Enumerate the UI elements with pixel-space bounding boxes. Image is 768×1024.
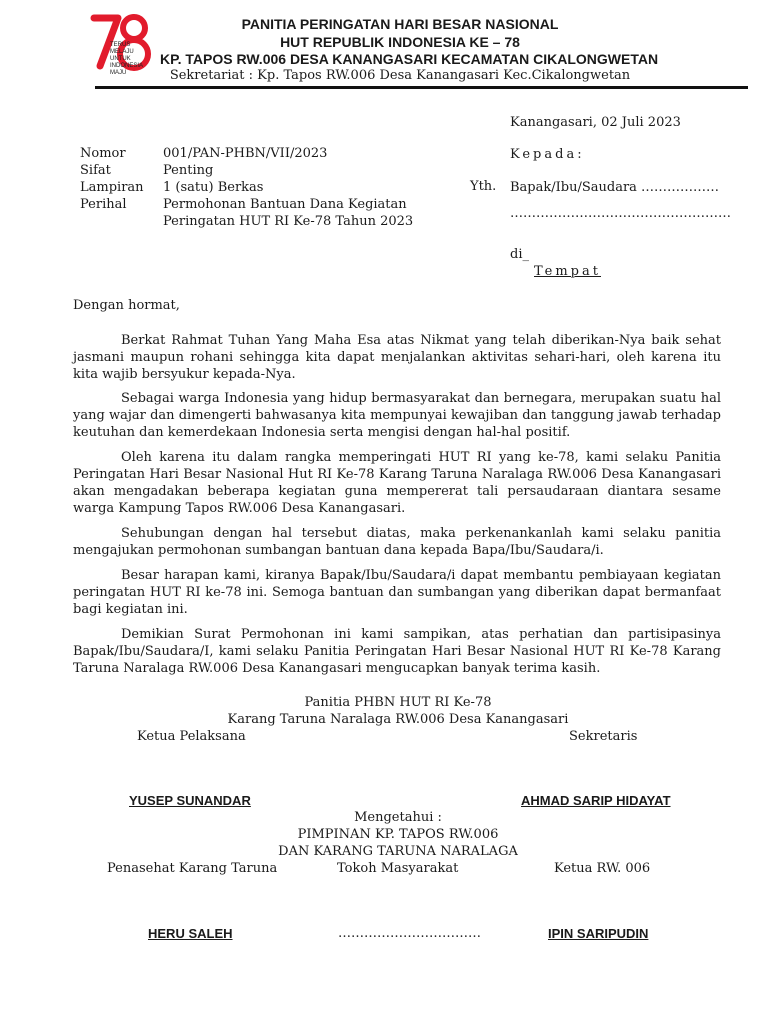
- ketua-rw-name: IPIN SARIPUDIN: [548, 926, 649, 941]
- sekretaris-title: Sekretaris: [569, 729, 638, 744]
- meta-label-sifat: Sifat: [80, 163, 111, 178]
- committee-line-2: Karang Taruna Naralaga RW.006 Desa Kanangasari: [227, 712, 569, 727]
- body-paragraph-6: Demikian Surat Permohonan ini kami sampikan, atas perhatian dan partisipasinya Bapak/Ibu/Saudara/I, kami selaku Panitia Peringatan Hari Besar Nasional HUT RI Ke-78 Karang Taruna Naralaga RW.006 Desa Kanangasari mengucapkan banyak terima kasih.: [73, 627, 721, 676]
- penasehat-name: HERU SALEH: [148, 926, 233, 941]
- meta-label-nomor: Nomor: [80, 146, 126, 161]
- meta-value-lampiran: 1 (satu) Berkas: [163, 180, 264, 195]
- tokoh-name: ……………………………: [338, 926, 481, 941]
- body-paragraph-5: Besar harapan kami, kiranya Bapak/Ibu/Saudara/i dapat membantu pembiayaan kegiatan peringatan HUT RI ke-78 ini. Semoga bantuan dan sumbangan yang diberikan dapat bermanfaat bagi kegiatan ini.: [73, 568, 721, 617]
- logo-tagline-line: MAJU: [110, 70, 127, 76]
- body-paragraph-1: Berkat Rahmat Tuhan Yang Maha Esa atas Nikmat yang telah diberikan-Nya baik sehat jasmani maupun rohani sehingga kita dapat menjalankan aktivitas sehari-hari, oleh karena itu kita wajib bersyukur kepada-Nya.: [73, 333, 721, 382]
- recipient-tempat: Tempat: [534, 264, 601, 279]
- meta-value-sifat: Penting: [163, 163, 214, 178]
- recipient-yth: Yth.: [470, 179, 497, 194]
- ketua-title: Ketua Pelaksana: [137, 729, 246, 744]
- penasehat-title: Penasehat Karang Taruna: [107, 861, 278, 876]
- body-paragraph-2: Sebagai warga Indonesia yang hidup bermasyarakat dan bernegara, merupakan suatu hal yang wajar dan dimengerti bahwasanya kita mempunyai kewajiban dan tanggung jawab terhadap keutuhan dan kemerdekaan Indonesia serta mengisi dengan hal-hal positif.: [73, 391, 721, 440]
- meta-value-nomor: 001/PAN-PHBN/VII/2023: [163, 146, 328, 161]
- greeting: Dengan hormat,: [73, 298, 180, 313]
- recipient-name: Bapak/Ibu/Saudara ………………: [510, 180, 720, 195]
- sekretaris-name: AHMAD SARIP HIDAYAT: [521, 793, 671, 808]
- recipient-di: di_: [510, 247, 529, 262]
- header-line-2: HUT REPUBLIK INDONESIA KE – 78: [280, 34, 520, 50]
- logo-tagline-line: INDONESIA: [110, 63, 144, 69]
- meta-label-perihal: Perihal: [80, 197, 127, 212]
- meta-value-perihal-2: Peringatan HUT RI Ke-78 Tahun 2023: [163, 214, 414, 229]
- body-paragraph-3: Oleh karena itu dalam rangka memperingati HUT RI yang ke-78, kami selaku Panitia Peringatan Hari Besar Nasional Hut RI Ke-78 Karang Taruna Naralaga RW.006 Desa Kanangasari akan mengadakan beberapa kegiatan guna mempererat tali persaudaraan diantara sesame warga Kampung Tapos RW.006 Desa Kanangasari.: [73, 450, 721, 516]
- header-divider: [95, 86, 748, 89]
- body-paragraph-4: Sehubungan dengan hal tersebut diatas, maka perkenankanlah kami selaku panitia mengajukan permohonan sumbangan bantuan dana kepada Bapa/Ibu/Saudara/i.: [73, 526, 721, 558]
- pimpinan-line-2: DAN KARANG TARUNA NARALAGA: [278, 844, 518, 859]
- header-line-1: PANITIA PERINGATAN HARI BESAR NASIONAL: [241, 16, 559, 32]
- tokoh-title: Tokoh Masyarakat: [337, 861, 459, 876]
- place-date: Kanangasari, 02 Juli 2023: [510, 115, 681, 130]
- logo-tagline-line: MELAJU: [110, 49, 134, 55]
- logo-tagline-line: UNTUK: [110, 56, 131, 62]
- recipient-kepada: Kepada:: [510, 147, 585, 162]
- header-line-3: KP. TAPOS RW.006 DESA KANANGASARI KECAMATAN CIKALONGWETAN: [160, 51, 659, 67]
- ketua-name: YUSEP SUNANDAR: [129, 793, 251, 808]
- mengetahui: Mengetahui :: [354, 810, 442, 825]
- committee-line-1: Panitia PHBN HUT RI Ke-78: [304, 695, 492, 710]
- ketua-rw-title: Ketua RW. 006: [554, 861, 651, 876]
- logo-tagline: [110, 42, 154, 77]
- header-secretariat: Sekretariat : Kp. Tapos RW.006 Desa Kanangasari Kec.Cikalongwetan: [169, 68, 631, 83]
- logo-tagline-line: TERUS: [110, 42, 131, 48]
- pimpinan-line-1: PIMPINAN KP. TAPOS RW.006: [297, 827, 499, 842]
- meta-value-perihal: Permohonan Bantuan Dana Kegiatan: [163, 197, 407, 212]
- meta-label-lampiran: Lampiran: [80, 180, 144, 195]
- recipient-dots: ……………………………………………: [510, 206, 731, 221]
